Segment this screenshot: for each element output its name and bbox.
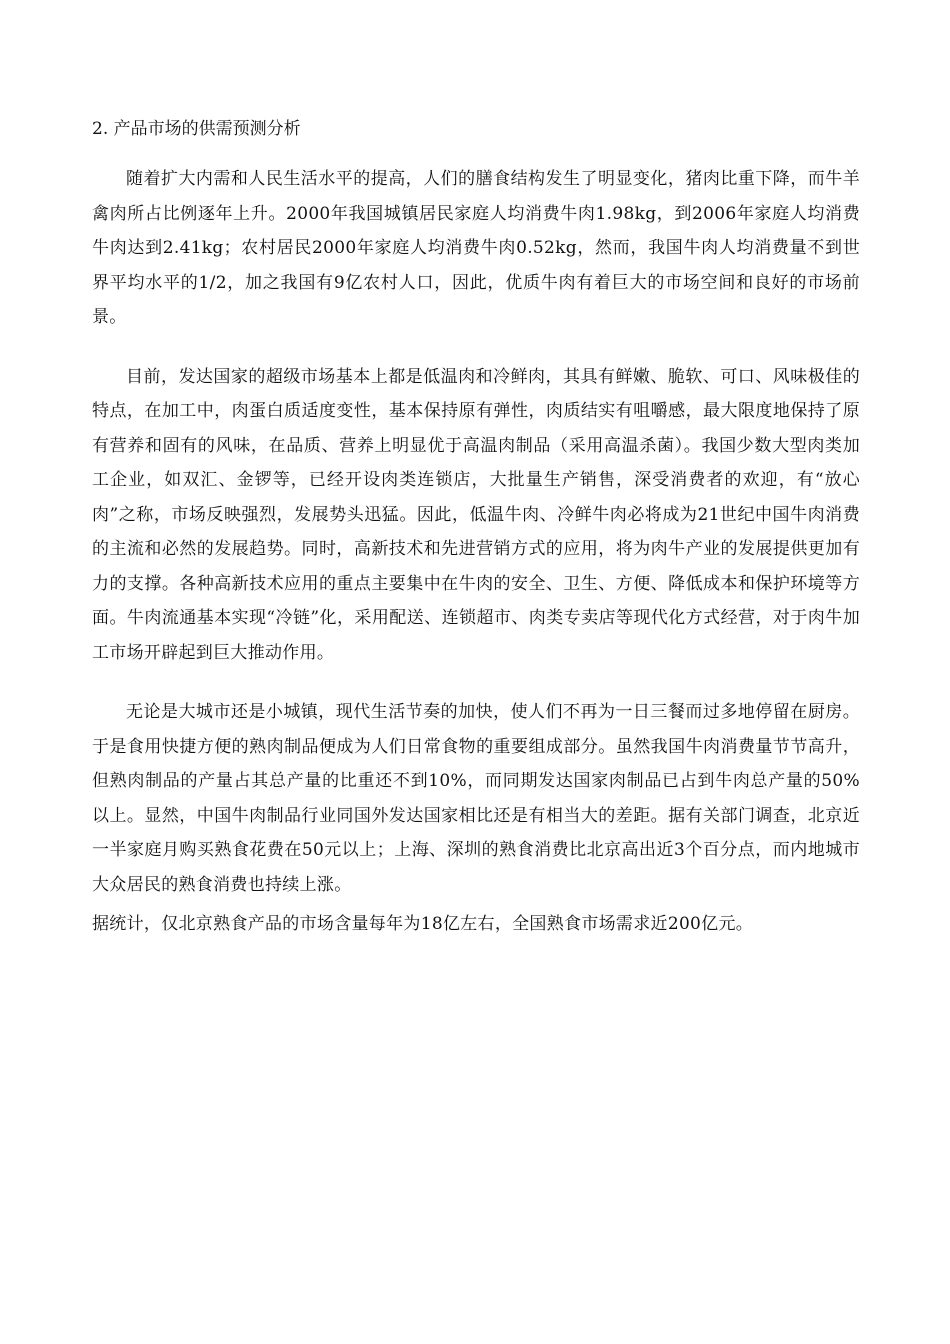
paragraph-chilled-meat: 目前，发达国家的超级市场基本上都是低温肉和冷鲜肉，其具有鲜嫩、脆软、可口、风味极佳的特点，在加工中，肉蛋白质适度变性，基本保持原有弹性，肉质结实有咀嚼感，最大限度地保持了原有营养和固有的风味，在品质、营养上明显优于高温肉制品（采用高温杀菌）。我国少数大型肉类加工企业，如双汇、金锣等，已经开设肉类连锁店，大批量生产销售，深受消费者的欢迎，有“放心肉”之称，市场反映强烈，发展势头迅猛。因此，低温牛肉、冷鲜牛肉必将成为21世纪中国牛肉消费的主流和必然的发展趋势。同时，高新技术和先进营销方式的应用，将为肉牛产业的发展提供更加有力的支撑。各种高新技术应用的重点主要集中在牛肉的安全、卫生、方便、降低成本和保护环境等方面。牛肉流通基本实现“冷链”化，采用配送、连锁超市、肉类专卖店等现代化方式经营，对于肉牛加工市场开辟起到巨大推动作用。: [92, 366, 860, 663]
paragraph-statistics: 据统计，仅北京熟食产品的市场含量每年为18亿左右，全国熟食市场需求近200亿元。: [92, 914, 754, 934]
document-page: [92, 112, 860, 967]
paragraph-cooked-meat: 无论是大城市还是小城镇，现代生活节奏的加快，使人们不再为一日三餐而过多地停留在厨房。于是食用快捷方便的熟肉制品便成为人们日常食物的重要组成部分。虽然我国牛肉消费量节节高升，但熟肉制品的产量占其总产量的比重还不到10%，而同期发达国家肉制品已占到牛肉总产量的50%以上。显然，中国牛肉制品行业同国外发达国家相比还是有相当大的差距。据有关部门调查，北京近一半家庭月购买熟食花费在50元以上；上海、深圳的熟食消费比北京高出近3个百分点，而内地城市大众居民的熟食消费也持续上涨。: [92, 702, 860, 895]
paragraph-beef-consumption: 随着扩大内需和人民生活水平的提高，人们的膳食结构发生了明显变化，猪肉比重下降，而牛羊禽肉所占比例逐年上升。2000年我国城镇居民家庭人均消费牛肉1.98kg，到2006年家庭人均消费牛肉达到2.41kg；农村居民2000年家庭人均消费牛肉0.52kg，然而，我国牛肉人均消费量不到世界平均水平的1/2，加之我国有9亿农村人口，因此，优质牛肉有着巨大的市场空间和良好的市场前景。: [92, 169, 860, 327]
section-heading: 2. 产品市场的供需预测分析: [92, 119, 301, 139]
